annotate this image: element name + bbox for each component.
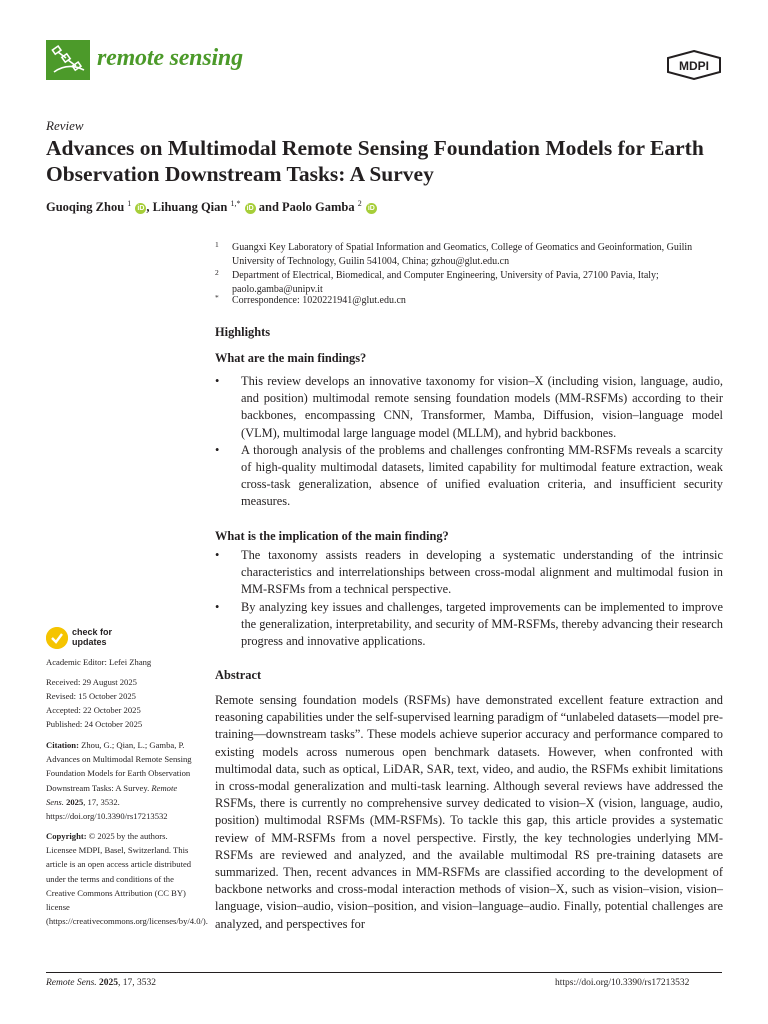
author-name: Guoqing Zhou xyxy=(46,200,125,215)
article-type: Review xyxy=(46,118,84,133)
author-name: Lihuang Qian xyxy=(152,200,228,215)
footer-doi-link[interactable]: https://doi.org/10.3390/rs17213532 xyxy=(555,978,690,988)
copyright-text: © 2025 by the authors. Licensee MDPI, Basel, Switzerland. This article is an open access article distributed under the terms and conditions of the Creative Commons Attribution (CC BY) license (https://creativecommons.org/licenses/by/4.0/). xyxy=(46,831,208,927)
publisher-name: MDPI xyxy=(679,59,709,73)
citation-block xyxy=(46,738,196,823)
findings-list xyxy=(215,373,723,511)
check-updates-label: check for xyxy=(72,627,113,637)
author-affiliation: 2 xyxy=(357,199,362,208)
author-affiliation: 1,* xyxy=(230,199,241,208)
list-item: • The taxonomy assists readers in developing a systematic understanding of the intrinsic characteristics and interrelationships between cross-modal alignment and multimodal fusion in MM-RSFMs from a technical perspective. xyxy=(215,548,723,597)
author-affiliation: 1 xyxy=(127,199,132,208)
footer-citation: Remote Sens. 2025, 17, 3532 xyxy=(46,978,157,988)
author-list: Guoqing Zhou $^1$ iD , Lihuang Qian $^{1,*}$ iD and Paolo Gamba $^2$ iD xyxy=(46,199,375,215)
findings-heading: What are the main findings? xyxy=(215,351,367,365)
affiliation-1: 1 Guangxi Key Laboratory of Spatial Information and Geomatics, College of Geomatics and Geoinformation, Guilin University of Technology, Guilin 541004, China; gzhou@glut.edu.cn xyxy=(215,240,693,267)
academic-editor: Academic Editor: Lefei Zhang xyxy=(46,657,152,667)
footer-divider xyxy=(46,972,722,973)
implication-heading: What is the implication of the main finding? xyxy=(215,529,449,543)
list-item: • By analyzing key issues and challenges, targeted improvements can be implemented to improve the generalization, interpretability, and security of MM-RSFMs, thereby advancing their research progress and innovative applications. xyxy=(215,599,723,649)
accepted-date: Accepted: 22 October 2025 xyxy=(46,705,141,715)
orcid-icon[interactable]: iD xyxy=(246,205,254,213)
journal-logo-icon xyxy=(46,40,90,80)
author-name: Paolo Gamba xyxy=(282,200,355,215)
check-updates-label: updates xyxy=(72,637,107,647)
citation-doi-link[interactable]: https://doi.org/10.3390/rs17213532 xyxy=(46,811,168,822)
affiliation-2: 2 Department of Electrical, Biomedical, and Computer Engineering, University of Pavia, 27100 Pavia, Italy; paolo.gamba@unipv.it xyxy=(215,268,659,295)
abstract-heading: Abstract xyxy=(215,668,262,682)
published-date: Published: 24 October 2025 xyxy=(46,719,143,729)
correspondence: * Correspondence: 1020221941@glut.edu.cn xyxy=(215,293,406,306)
citation-label: Citation: xyxy=(46,740,79,750)
list-item: • A thorough analysis of the problems and challenges confronting MM-RSFMs reveals a scarcity of high-quality multimodal datasets, limited capability for multimodal feature extraction, weak cross-task generalization, absence of unified evaluation criteria, and insufficient security measures. xyxy=(215,442,723,509)
citation-journal: Remote Sens. xyxy=(46,782,178,807)
implication-list xyxy=(215,547,723,650)
check-for-updates-button[interactable] xyxy=(46,627,136,651)
citation-volume: , 17, 3532. xyxy=(83,796,120,807)
citation-year: 2025 xyxy=(66,796,84,807)
revised-date: Revised: 15 October 2025 xyxy=(46,691,136,701)
copyright-label: Copyright: xyxy=(46,831,87,841)
received-date: Received: 29 August 2025 xyxy=(46,677,137,687)
citation-text: Zhou, G.; Qian, L.; Gamba, P. Advances on Multimodal Remote Sensing Foundation Models for Earth Observation Downstream Tasks: A Survey. xyxy=(46,740,192,793)
check-updates-icon xyxy=(46,627,68,649)
journal-name: remote sensing xyxy=(97,45,243,71)
orcid-icon[interactable]: iD xyxy=(137,205,145,213)
copyright-block xyxy=(46,829,208,928)
abstract-text: Remote sensing foundation models (RSFMs) have demonstrated excellent feature extraction and reasoning capabilities under the self-supervised learning paradigm of “unlabeled datasets—model pre-training—downstream tasks”. These models achieve superior accuracy and performance compared to existing models across numerous open benchmark datasets. However, when confronted with multimodal data, such as optical, LiDAR, SAR, text, video, and audio, the RSFMs exhibit limitations in cross-modal generalization and multi-task learning. Although several reviews have addressed the RSFMs, there is currently no comprehensive survey dedicated to vision–X (vision, language, audio, position) multimodal RSFMs (MM-RSFMs). To tackle this gap, this article provides a systematic review of MM-RSFMs from a novel perspective. Firstly, the key technologies underlying MM-RSFMs are reviewed and analyzed, and the available multimodal RS pre-training datasets are summarized. Then, recent advances in MM-RSFMs are classified according to the development of backbone networks and cross-modal interaction methods of vision–X, such as vision–vision, vision–language, vision–audio, vision–position, and vision–language–audio. Finally, potential challenges are analyzed, and perspectives for xyxy=(215,693,723,931)
mdpi-logo-icon xyxy=(666,50,722,80)
article-title: Advances on Multimodal Remote Sensing Foundation Models for Earth Observation Downstream Tasks: A Survey xyxy=(46,136,704,186)
highlights-heading: Highlights xyxy=(215,325,271,339)
list-item: • This review develops an innovative taxonomy for vision–X (including vision, language, audio, and position) multimodal remote sensing foundation models (MM-RSFMs) according to their backbones, encompassing CNN, Transformer, Mamba, Diffusion, vision–language model (VLM), multimodal large language model (MLLM), and hybrid backbones. xyxy=(215,374,723,440)
orcid-icon[interactable]: iD xyxy=(367,205,375,213)
